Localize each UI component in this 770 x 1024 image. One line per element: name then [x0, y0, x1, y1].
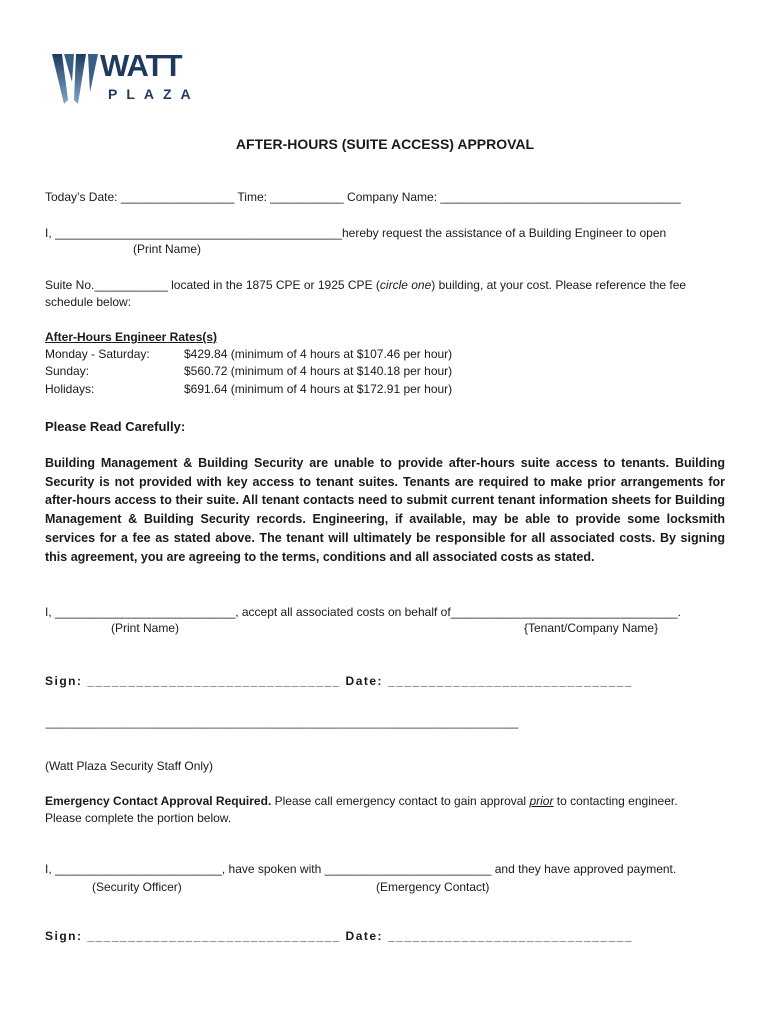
rate-day: Sunday:: [45, 364, 90, 378]
suite-line-2: schedule below:: [45, 295, 132, 309]
notice-paragraph: Building Management & Building Security are unable to provide after-hours suite access to tenants. Building Security is not provided with key access to tenant suites. Tenants are required to make prior arrangements for after-hours access to their suite. All tenant contacts need to submit current tenant information sheets for Building Management & Building Security records. Engineering, if available, may be able to provide some locksmith services for a fee as stated above. The tenant will ultimately be responsible for all associated costs. By signing this agreement, you are agreeing to the terms, conditions and all associated costs as stated.: [45, 456, 725, 564]
request-line[interactable]: I, ___________________________________________hereby request the assistance of a Building Engineer to open: [45, 226, 667, 240]
sign-date-line[interactable]: Sign: _______________________________ Date: ______________________________: [45, 674, 634, 688]
rate-value: $560.72 (minimum of 4 hours at $140.18 per hour): [184, 364, 453, 378]
rate-day: Holidays:: [45, 382, 95, 396]
emergency-heading: Emergency Contact Approval Required.: [45, 794, 272, 808]
staff-only-label: (Watt Plaza Security Staff Only): [45, 759, 214, 773]
accept-costs-line[interactable]: I, ___________________________, accept all associated costs on behalf of__________________________________.: [45, 605, 681, 619]
suite-line-text-a[interactable]: Suite No.___________ located in the 1875 CPE or 1925 CPE (: [45, 278, 380, 292]
rate-value: $429.84 (minimum of 4 hours at $107.46 per hour): [184, 347, 453, 361]
emergency-line-2: Please complete the portion below.: [45, 811, 232, 825]
date-time-company-line[interactable]: Today’s Date: _________________ Time: ___________ Company Name: ____________________________________: [45, 190, 681, 204]
print-name-label: (Print Name): [133, 242, 202, 256]
sign-date-line[interactable]: Sign: _______________________________ Date: ______________________________: [45, 929, 634, 943]
print-name-label: (Print Name): [111, 621, 180, 635]
form-title: AFTER-HOURS (SUITE ACCESS) APPROVAL: [235, 136, 535, 152]
rate-value: $691.64 (minimum of 4 hours at $172.91 per hour): [184, 382, 453, 396]
logo-subtitle: PLAZA: [108, 86, 200, 102]
emergency-line: [45, 794, 678, 808]
emergency-prior: prior: [529, 794, 554, 808]
spoken-with-line[interactable]: I, _________________________, have spoken with _________________________ and they have approved payment.: [45, 862, 677, 876]
emergency-text-b: to contacting engineer.: [553, 794, 678, 808]
rates-heading: After-Hours Engineer Rates(s): [45, 330, 218, 344]
rate-day: Monday - Saturday:: [45, 347, 150, 361]
tenant-company-label: {Tenant/Company Name}: [524, 621, 659, 635]
dashed-divider: -----------------------------------------------------------------------------------------------------------------------------------------------------------------------------------------------------------: [45, 723, 519, 734]
suite-line: [45, 278, 686, 292]
security-officer-label: (Security Officer): [92, 880, 182, 894]
emergency-contact-label: (Emergency Contact): [376, 880, 490, 894]
circle-one-note: circle one: [379, 278, 432, 292]
please-read-heading: Please Read Carefully:: [45, 419, 186, 434]
suite-line-text-b: ) building, at your cost. Please reference the fee: [431, 278, 687, 292]
emergency-text-a: Please call emergency contact to gain approval: [271, 794, 530, 808]
logo-wordmark: WATT: [100, 48, 182, 83]
